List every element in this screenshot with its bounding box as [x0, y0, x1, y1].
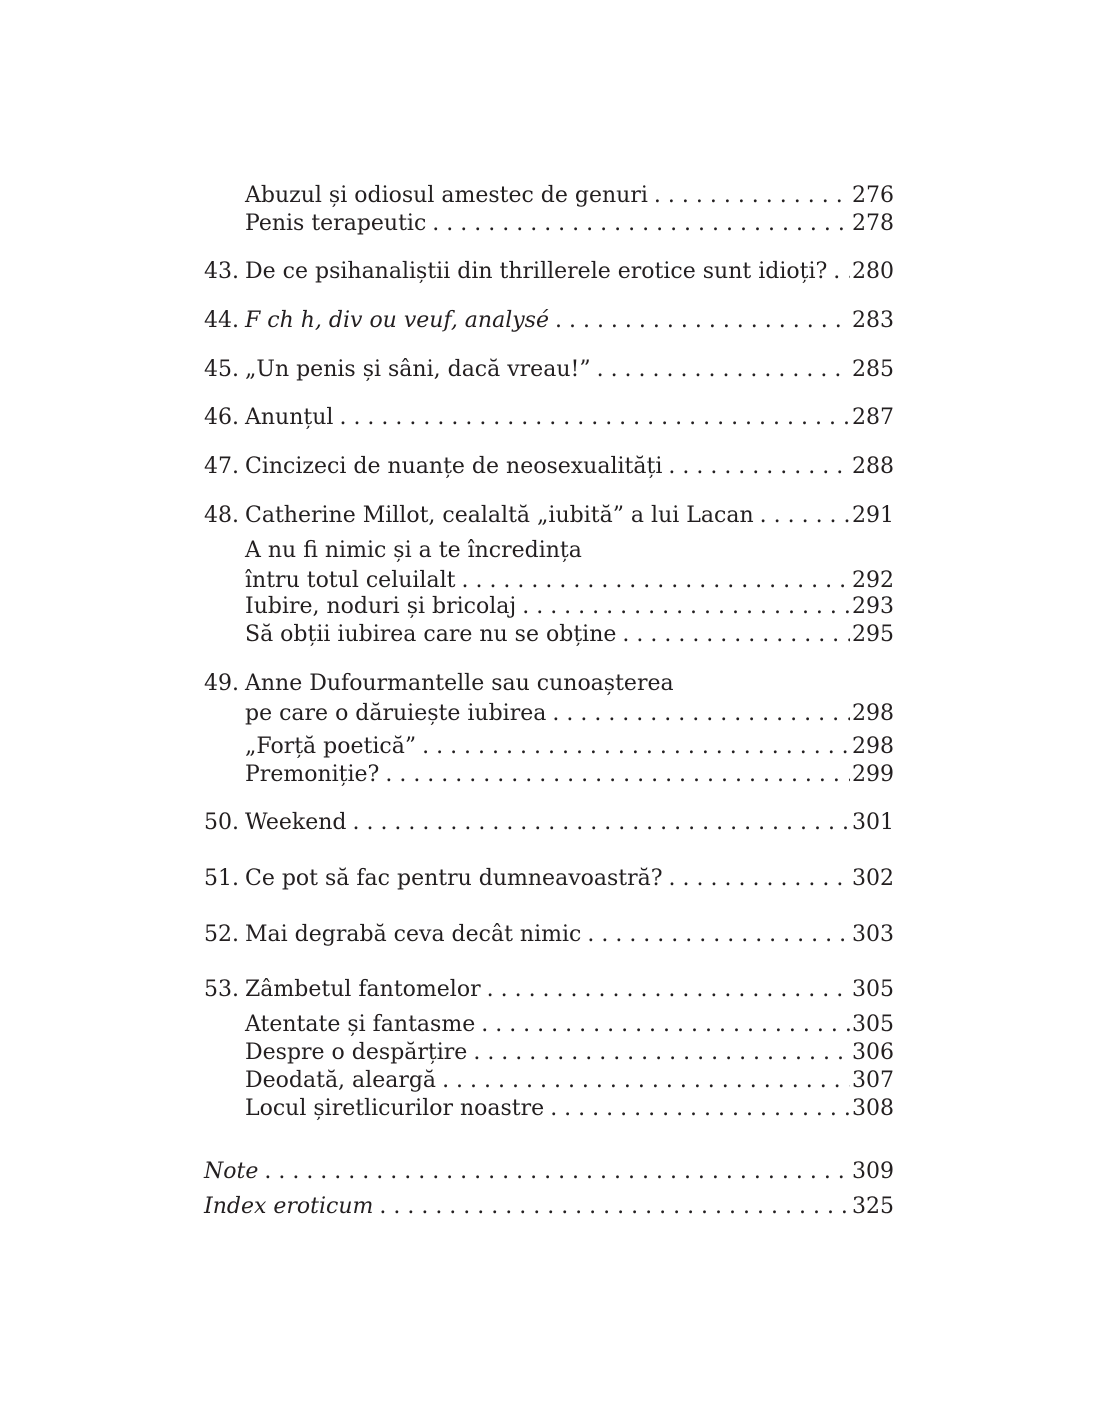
toc-notes[interactable] — [204, 1157, 894, 1187]
toc-chapter-48[interactable] — [204, 501, 894, 531]
toc-entry-page: 293 — [852, 594, 894, 619]
dot-leader — [264, 1157, 850, 1187]
toc-entry-page: 299 — [852, 762, 894, 787]
toc-entry-page: 298 — [852, 701, 894, 726]
chapter-number: 47. — [204, 454, 239, 479]
toc-entry-title: Anunțul — [245, 405, 334, 430]
toc-entry-page: 276 — [852, 183, 894, 208]
toc-entry[interactable] — [245, 1038, 894, 1068]
toc-entry-page: 298 — [852, 734, 894, 759]
toc-entry[interactable] — [245, 1010, 894, 1040]
toc-entry-title: De ce psihanaliștii din thrillerele erotice sunt idioți? — [245, 259, 828, 284]
dot-leader — [379, 1192, 850, 1222]
toc-entry-title: Despre o despărțire — [245, 1040, 468, 1065]
toc-entry[interactable] — [245, 209, 894, 239]
toc-entry-page: 305 — [852, 977, 894, 1002]
chapter-number: 44. — [204, 308, 239, 333]
chapter-number: 50. — [204, 810, 239, 835]
toc-entry-title: F ch h, div ou veuf, analysé — [245, 308, 549, 333]
dot-leader — [597, 355, 850, 385]
toc-entry-page: 278 — [852, 211, 894, 236]
toc-chapter-43[interactable] — [204, 257, 894, 287]
chapter-number: 48. — [204, 503, 239, 528]
toc-chapter-49[interactable] — [204, 669, 894, 729]
toc-entry-page: 283 — [852, 308, 894, 333]
toc-entry-page: 302 — [852, 866, 894, 891]
toc-entry-title: Iubire, noduri și bricolaj — [245, 594, 517, 619]
toc-entry[interactable] — [245, 1066, 894, 1096]
toc-entry-title: Zâmbetul fantomelor — [245, 977, 481, 1002]
dot-leader — [352, 808, 850, 838]
toc-entry-continuation — [204, 699, 894, 729]
toc-entry-page: 303 — [852, 922, 894, 947]
toc-entry-title: Weekend — [245, 810, 347, 835]
toc-entry[interactable] — [245, 732, 894, 762]
dot-leader — [552, 699, 850, 729]
dot-leader — [442, 1066, 850, 1096]
toc-entry[interactable] — [245, 536, 894, 596]
toc-entry-page: 295 — [852, 622, 894, 647]
toc-entry-title-line — [204, 669, 894, 699]
toc-entry-title-continued: pe care o dăruiește iubirea — [245, 701, 547, 726]
toc-entry-title: Abuzul și odiosul amestec de genuri — [245, 183, 648, 208]
chapter-number: 52. — [204, 922, 239, 947]
dot-leader — [654, 181, 850, 211]
dot-leader — [422, 732, 850, 762]
chapter-number: 53. — [204, 977, 239, 1002]
toc-entry-title: Penis terapeutic — [245, 211, 427, 236]
dot-leader — [487, 975, 850, 1005]
dot-leader — [555, 306, 850, 336]
toc-entry-page: 309 — [852, 1159, 894, 1184]
toc-entry-title: Atentate și fantasme — [245, 1012, 476, 1037]
toc-entry-page: 288 — [852, 454, 894, 479]
toc-entry-page: 291 — [852, 503, 894, 528]
dot-leader — [833, 257, 850, 287]
toc-entry[interactable] — [245, 181, 894, 211]
toc-chapter-52[interactable] — [204, 920, 894, 950]
chapter-number: 46. — [204, 405, 239, 430]
toc-entry-title: Să obții iubirea care nu se obține — [245, 622, 617, 647]
toc-entry-title: Premoniție? — [245, 762, 380, 787]
toc-entry-title: Locul șiretlicurilor noastre — [245, 1096, 545, 1121]
toc-chapter-53[interactable] — [204, 975, 894, 1005]
toc-entry[interactable] — [245, 620, 894, 650]
dot-leader — [669, 864, 850, 894]
toc-entry-title: Mai degrabă ceva decât nimic — [245, 922, 582, 947]
toc-entry[interactable] — [245, 592, 894, 622]
toc-entry-page: 285 — [852, 357, 894, 382]
toc-entry-page: 306 — [852, 1040, 894, 1065]
dot-leader — [432, 209, 850, 239]
toc-index[interactable] — [204, 1192, 894, 1222]
toc-chapter-51[interactable] — [204, 864, 894, 894]
dot-leader — [760, 501, 850, 531]
dot-leader — [339, 403, 850, 433]
dot-leader — [550, 1094, 850, 1124]
toc-chapter-44[interactable] — [204, 306, 894, 336]
toc-entry-page: 307 — [852, 1068, 894, 1093]
toc-entry-title: Catherine Millot, cealaltă „iubită” a lui Lacan — [245, 503, 754, 528]
dot-leader — [522, 592, 850, 622]
dot-leader — [668, 452, 850, 482]
dot-leader — [587, 920, 850, 950]
toc-entry-title: Cincizeci de nuanțe de neosexualități — [245, 454, 663, 479]
toc-entry-title: Anne Dufourmantelle sau cunoașterea — [245, 671, 674, 696]
toc-entry-title: Index eroticum — [204, 1194, 374, 1219]
toc-entry[interactable] — [245, 1094, 894, 1124]
toc-entry-page: 325 — [852, 1194, 894, 1219]
toc-entry[interactable] — [245, 760, 894, 790]
dot-leader — [622, 620, 850, 650]
toc-chapter-45[interactable] — [204, 355, 894, 385]
toc-entry-title-continued: întru totul celuilalt — [245, 568, 456, 593]
toc-entry-title: „Forță poetică” — [245, 734, 417, 759]
toc-entry-page: 292 — [852, 568, 894, 593]
toc-chapter-46[interactable] — [204, 403, 894, 433]
toc-entry-page: 280 — [852, 259, 894, 284]
toc-chapter-47[interactable] — [204, 452, 894, 482]
toc-entry-page: 305 — [852, 1012, 894, 1037]
toc-entry-page: 301 — [852, 810, 894, 835]
dot-leader — [481, 1010, 850, 1040]
chapter-number: 51. — [204, 866, 239, 891]
toc-entry-title: Deodată, aleargă — [245, 1068, 437, 1093]
chapter-number: 49. — [204, 671, 239, 696]
toc-entry-title: Note — [204, 1159, 259, 1184]
toc-entry-title: Ce pot să fac pentru dumneavoastră? — [245, 866, 663, 891]
chapter-number: 45. — [204, 357, 239, 382]
toc-entry-page: 287 — [852, 405, 894, 430]
toc-entry-title: A nu fi nimic și a te încredința — [245, 538, 582, 563]
chapter-number: 43. — [204, 259, 239, 284]
dot-leader — [473, 1038, 850, 1068]
toc-chapter-50[interactable] — [204, 808, 894, 838]
toc-entry-title: „Un penis și sâni, dacă vreau!” — [245, 357, 591, 382]
dot-leader — [385, 760, 850, 790]
toc-entry-page: 308 — [852, 1096, 894, 1121]
